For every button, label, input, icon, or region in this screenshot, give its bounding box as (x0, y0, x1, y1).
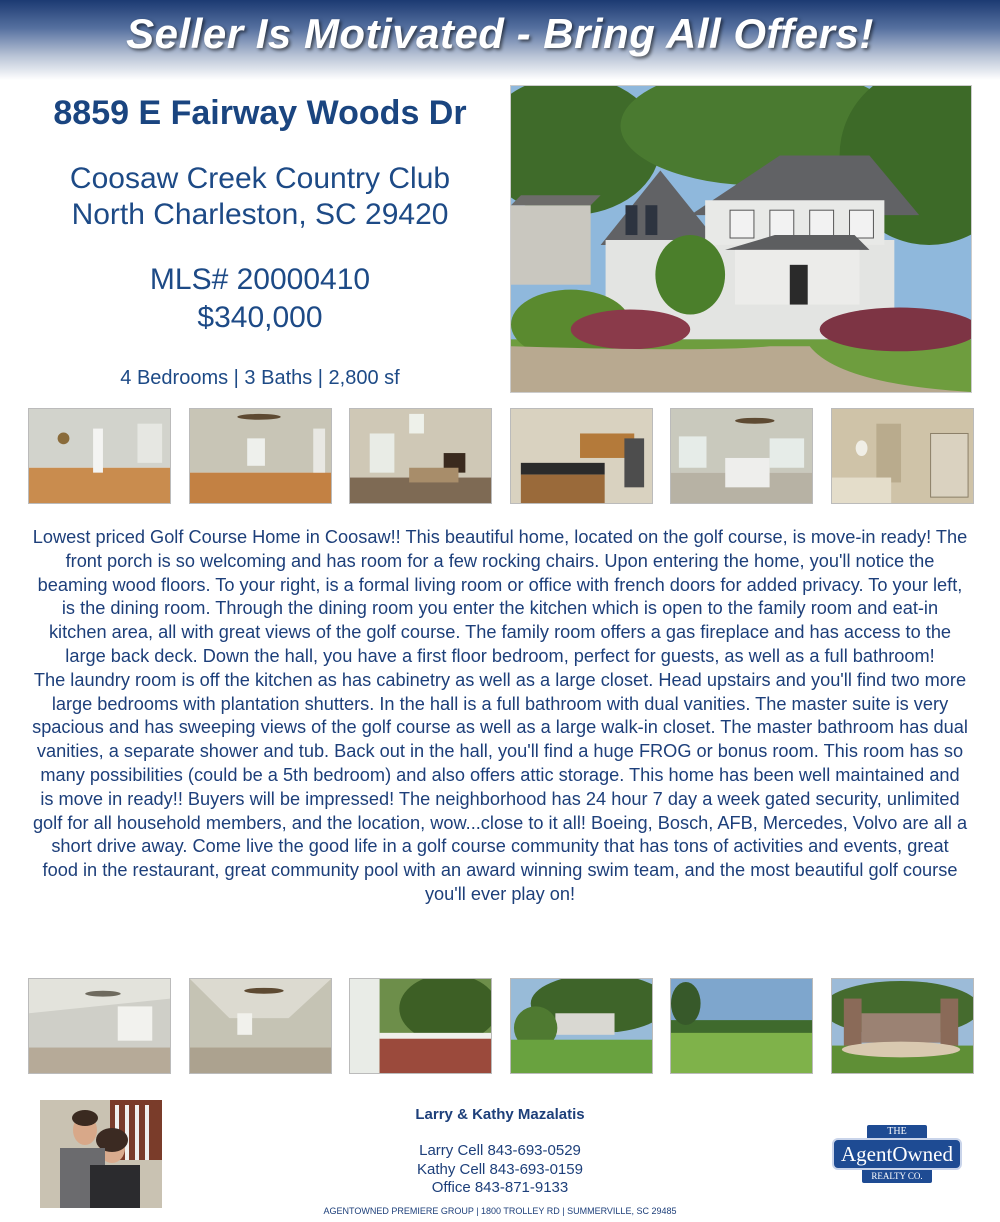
property-description (32, 526, 968, 907)
contact-block (300, 1106, 700, 1198)
location-block (20, 161, 500, 233)
family-room-thumbnail (349, 408, 492, 504)
listing-price: $340,000 (197, 301, 323, 334)
logo-realty: REALTY CO. (862, 1170, 932, 1183)
listing-info (20, 90, 500, 390)
logo-name: AgentOwned (832, 1138, 962, 1170)
backyard-thumbnail (510, 978, 653, 1074)
bonus-room-thumbnail (28, 978, 171, 1074)
description-paragraph-1: Lowest priced Golf Course Home in Coosaw!! This beautiful home, located on the golf course, is move-in ready! The front porch is so welcoming and has room for a few rocking chairs. Upon entering the home, you'll notice the beaming wood floors. To your right, is a formal living room or office with french doors for added privacy. To your left, is the dining room. Through the dining room you enter the kitchen which is open to the family room and eat-in kitchen area, all with great views of the golf course. The family room offers a gas fireplace and has access to the large back deck. Down the hall, you have a first floor bedroom, perfect for guests, as well as a full bathroom! (32, 527, 968, 666)
bedroom-thumbnail (670, 408, 813, 504)
header-banner (0, 0, 1000, 80)
top-thumbnail-row (28, 408, 974, 504)
agentowned-logo (832, 1125, 962, 1185)
golf-course-thumbnail (670, 978, 813, 1074)
bathroom-thumbnail (831, 408, 974, 504)
entrance-sign-thumbnail (831, 978, 974, 1074)
back-deck-thumbnail (349, 978, 492, 1074)
agents-photo (40, 1100, 162, 1208)
kathy-cell: Kathy Cell 843-693-0159 (417, 1160, 583, 1178)
agent-names: Larry & Kathy Mazalatis (415, 1106, 585, 1123)
description-paragraph-2: The laundry room is off the kitchen as has cabinetry as well as a large closet. Head upstairs and you'll find two more large bedrooms with plantation shutters. In the hall is a full bathroom with dual vanities. The master suite is very spacious and has sweeping views of the golf course as well as a large walk-in closet. The master bathroom has dual vanities, a separate shower and tub. Back out in the hall, you'll find a huge FROG or bonus room. This room has so many possibilities (could be a 5th bedroom) and also offers attic storage. This home has been well maintained and is move in ready!! Buyers will be impressed! The neighborhood has 24 hour 7 day a week gated security, unlimited golf for all household members, and the location, wow...close to it all! Boeing, Bosch, AFB, Mercedes, Volvo are all a short drive away. Come live the good life in a golf course community that has tons of activities and events, great food in the restaurant, great community pool with an award winning swim team, and the most beautiful golf course you'll ever play on! (32, 669, 968, 904)
phone-list (300, 1142, 700, 1198)
dining-room-thumbnail (28, 408, 171, 504)
mls-number: MLS# 20000410 (149, 263, 371, 296)
upstairs-room-thumbnail (189, 978, 332, 1074)
banner-title: Seller Is Motivated - Bring All Offers! (126, 10, 874, 57)
property-specs: 4 Bedrooms | 3 Baths | 2,800 sf (120, 367, 400, 389)
bottom-thumbnail-row (28, 978, 974, 1074)
logo-the: THE (867, 1125, 927, 1138)
community-name: Coosaw Creek Country Club (69, 162, 451, 195)
larry-cell: Larry Cell 843-693-0529 (419, 1142, 581, 1159)
kitchen-thumbnail (510, 408, 653, 504)
office-address-footer: AGENTOWNED PREMIERE GROUP | 1800 TROLLEY RD | SUMMERVILLE, SC 29485 (323, 1206, 677, 1216)
living-room-thumbnail (189, 408, 332, 504)
office-phone: Office 843-871-9133 (431, 1179, 569, 1196)
main-house-photo (510, 85, 972, 393)
city-line: North Charleston, SC 29420 (71, 198, 449, 231)
mls-price-block (20, 261, 500, 337)
property-address: 8859 E Fairway Woods Dr (53, 94, 467, 132)
